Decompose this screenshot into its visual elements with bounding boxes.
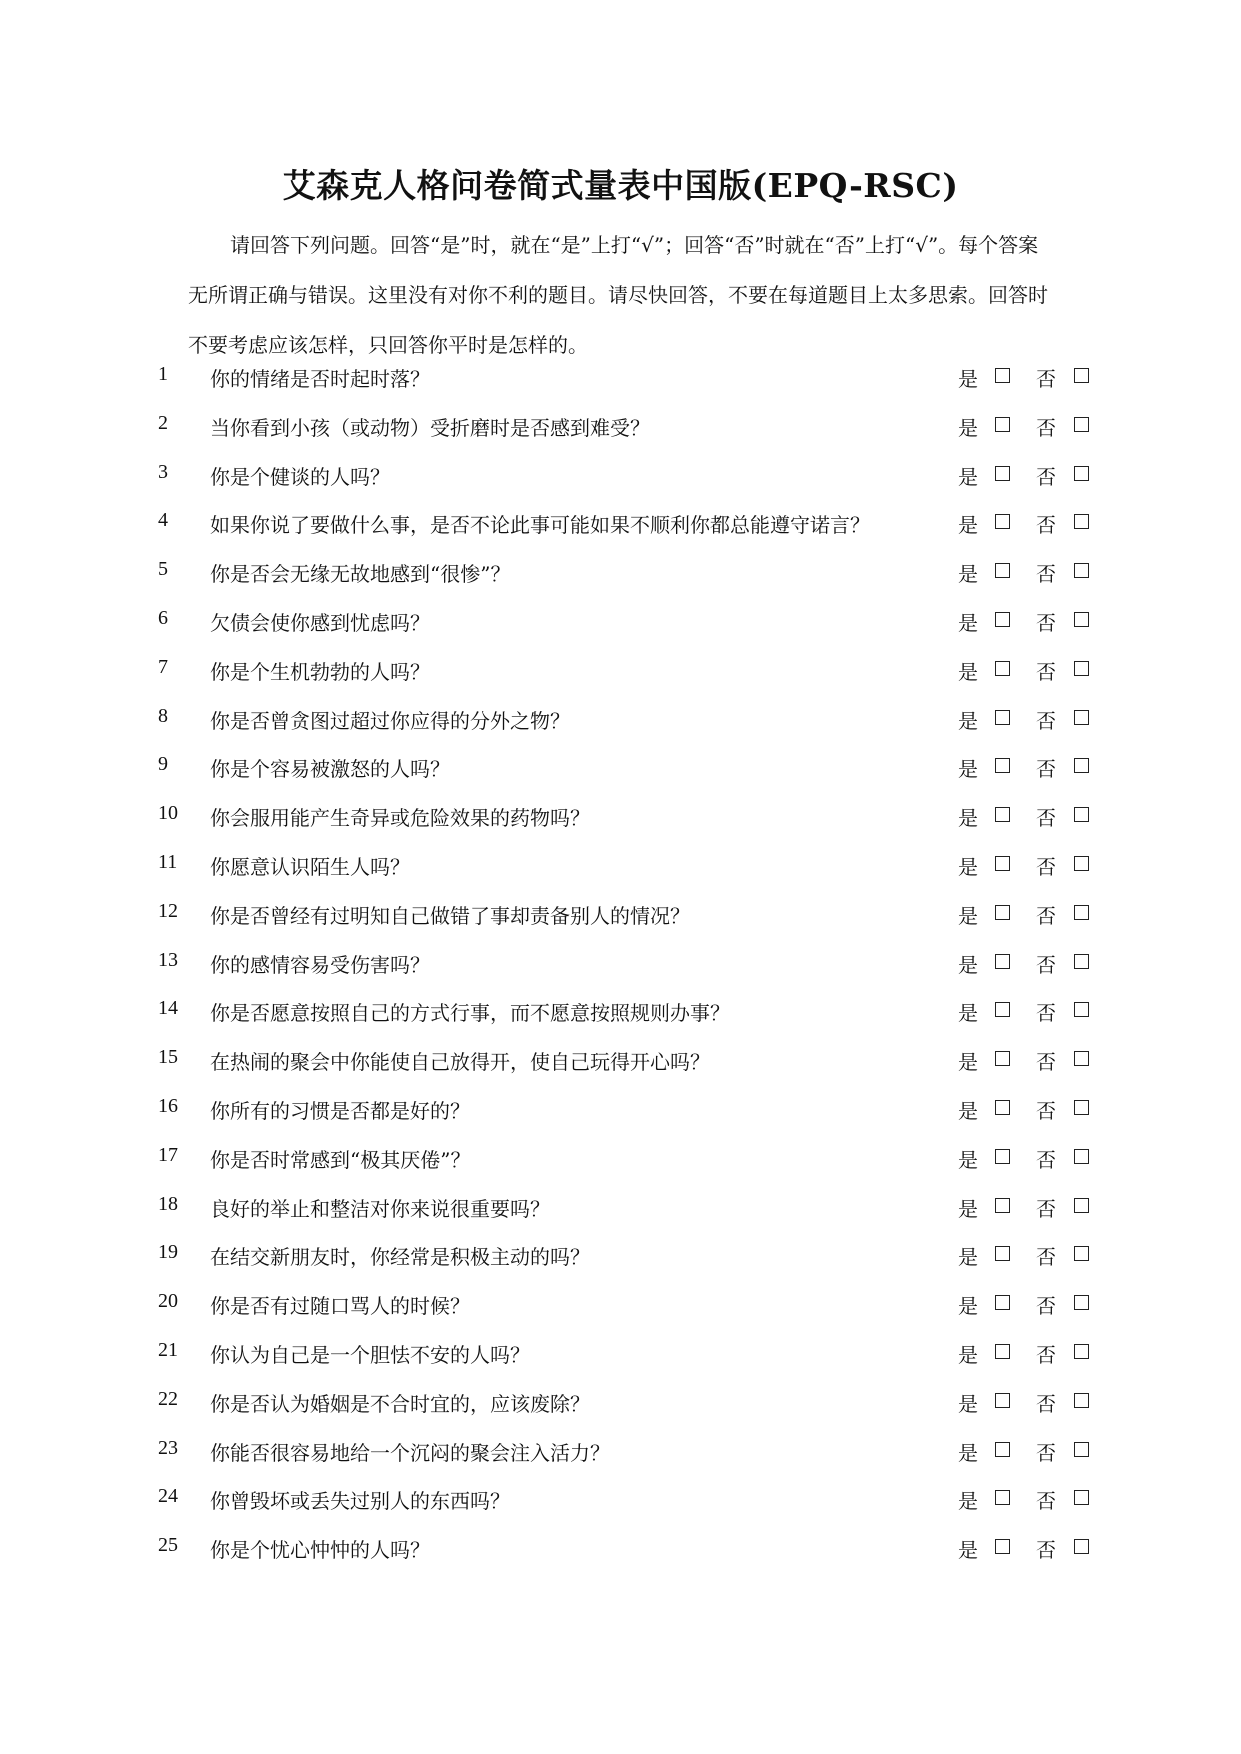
question-row [158, 802, 1098, 851]
question-text: 当你看到小孩（或动物）受折磨时是否感到难受？ [210, 415, 650, 440]
no-checkbox[interactable] [1074, 1344, 1089, 1359]
no-label: 否 [1036, 1489, 1056, 1514]
yes-label: 是 [958, 1098, 978, 1123]
question-number: 22 [158, 1387, 178, 1410]
yes-checkbox[interactable] [995, 514, 1010, 529]
answer-options [958, 363, 1098, 393]
yes-checkbox[interactable] [995, 807, 1010, 822]
question-number: 9 [158, 753, 168, 776]
page-title: 艾森克人格问卷简式量表中国版(EPQ-RSC) [282, 166, 959, 205]
question-text: 你是个忧心忡忡的人吗？ [210, 1538, 430, 1563]
answer-options [958, 753, 1098, 783]
question-text: 你会服用能产生奇异或危险效果的药物吗？ [210, 806, 590, 831]
yes-checkbox[interactable] [995, 661, 1010, 676]
yes-label: 是 [958, 659, 978, 684]
question-number: 6 [158, 606, 168, 629]
no-checkbox[interactable] [1074, 1149, 1089, 1164]
yes-label: 是 [958, 415, 978, 440]
no-checkbox[interactable] [1074, 1295, 1089, 1310]
no-label: 否 [1036, 708, 1056, 733]
question-number: 2 [158, 411, 168, 434]
answer-options [958, 1241, 1098, 1271]
question-row [158, 1485, 1098, 1534]
yes-checkbox[interactable] [995, 1051, 1010, 1066]
no-checkbox[interactable] [1074, 710, 1089, 725]
yes-checkbox[interactable] [995, 1002, 1010, 1017]
yes-checkbox[interactable] [995, 758, 1010, 773]
answer-options [958, 509, 1098, 539]
no-label: 否 [1036, 1001, 1056, 1026]
question-row [158, 1046, 1098, 1095]
no-checkbox[interactable] [1074, 612, 1089, 627]
yes-label: 是 [958, 708, 978, 733]
yes-label: 是 [958, 1196, 978, 1221]
question-row [158, 656, 1098, 705]
answer-options [958, 1534, 1098, 1564]
question-row [158, 1241, 1098, 1290]
question-text: 你是否有过随口骂人的时候？ [210, 1294, 470, 1319]
question-text: 你是否时常感到“极其厌倦”？ [210, 1147, 471, 1172]
question-row [158, 900, 1098, 949]
question-number: 21 [158, 1338, 178, 1361]
no-label: 否 [1036, 903, 1056, 928]
no-checkbox[interactable] [1074, 954, 1089, 969]
no-checkbox[interactable] [1074, 563, 1089, 578]
no-checkbox[interactable] [1074, 758, 1089, 773]
answer-options [958, 1437, 1098, 1467]
answer-options [958, 705, 1098, 735]
yes-checkbox[interactable] [995, 1246, 1010, 1261]
no-label: 否 [1036, 367, 1056, 391]
question-number: 5 [158, 558, 168, 581]
question-text: 你是个健谈的人吗？ [210, 464, 390, 489]
question-row [158, 1290, 1098, 1339]
yes-checkbox[interactable] [995, 954, 1010, 969]
answer-options [958, 1144, 1098, 1174]
answer-options [958, 558, 1098, 588]
answer-options [958, 949, 1098, 979]
yes-label: 是 [958, 1147, 978, 1172]
yes-checkbox[interactable] [995, 1539, 1010, 1554]
no-label: 否 [1036, 1245, 1056, 1270]
question-text: 你是个生机勃勃的人吗？ [210, 659, 430, 684]
question-text: 你是否曾经有过明知自己做错了事却责备别人的情况？ [210, 903, 690, 928]
answer-options [958, 851, 1098, 881]
no-label: 否 [1036, 1538, 1056, 1563]
question-text: 你是否愿意按照自己的方式行事，而不愿意按照规则办事？ [210, 1001, 730, 1026]
question-text: 欠债会使你感到忧虑吗？ [210, 610, 430, 635]
no-label: 否 [1036, 1440, 1056, 1465]
no-checkbox[interactable] [1074, 1002, 1089, 1017]
yes-label: 是 [958, 610, 978, 635]
no-checkbox[interactable] [1074, 1246, 1089, 1261]
no-label: 否 [1036, 1342, 1056, 1367]
question-row [158, 997, 1098, 1046]
question-text: 你的感情容易受伤害吗？ [210, 952, 430, 977]
no-label: 否 [1036, 513, 1056, 538]
question-row [158, 949, 1098, 998]
no-checkbox[interactable] [1074, 807, 1089, 822]
yes-label: 是 [958, 1440, 978, 1465]
question-number: 24 [158, 1485, 178, 1508]
question-row [158, 509, 1098, 558]
no-label: 否 [1036, 610, 1056, 635]
yes-checkbox[interactable] [995, 563, 1010, 578]
answer-options [958, 412, 1098, 442]
yes-checkbox[interactable] [995, 466, 1010, 481]
question-text: 你是个容易被激怒的人吗？ [210, 757, 450, 782]
question-text: 你愿意认识陌生人吗？ [210, 854, 410, 879]
no-checkbox[interactable] [1074, 417, 1089, 432]
question-text: 你的情绪是否时起时落？ [210, 367, 430, 391]
yes-label: 是 [958, 1489, 978, 1514]
question-number: 3 [158, 460, 168, 483]
no-checkbox[interactable] [1074, 1442, 1089, 1457]
yes-checkbox[interactable] [995, 905, 1010, 920]
question-number: 16 [158, 1094, 178, 1117]
yes-checkbox[interactable] [995, 1149, 1010, 1164]
answer-options [958, 607, 1098, 637]
yes-label: 是 [958, 1050, 978, 1075]
question-row [158, 705, 1098, 754]
yes-label: 是 [958, 854, 978, 879]
question-number: 11 [158, 850, 178, 873]
question-text: 你能否很容易地给一个沉闷的聚会注入活力？ [210, 1440, 610, 1465]
question-row [158, 363, 1098, 412]
question-number: 17 [158, 1143, 178, 1166]
no-checkbox[interactable] [1074, 514, 1089, 529]
question-number: 20 [158, 1290, 178, 1313]
answer-options [958, 1046, 1098, 1076]
question-row [158, 1193, 1098, 1242]
no-label: 否 [1036, 562, 1056, 587]
answer-options [958, 900, 1098, 930]
yes-label: 是 [958, 1001, 978, 1026]
question-list [158, 363, 1098, 1583]
no-label: 否 [1036, 659, 1056, 684]
yes-checkbox[interactable] [995, 368, 1010, 383]
no-checkbox[interactable] [1074, 1051, 1089, 1066]
instructions [188, 220, 1058, 370]
question-number: 4 [158, 509, 168, 532]
yes-checkbox[interactable] [995, 1442, 1010, 1457]
yes-label: 是 [958, 903, 978, 928]
question-number: 25 [158, 1534, 178, 1557]
no-checkbox[interactable] [1074, 1198, 1089, 1213]
question-number: 13 [158, 948, 178, 971]
question-row [158, 607, 1098, 656]
question-row [158, 1388, 1098, 1437]
question-row [158, 1144, 1098, 1193]
question-number: 15 [158, 1046, 178, 1069]
yes-label: 是 [958, 513, 978, 538]
yes-checkbox[interactable] [995, 1393, 1010, 1408]
question-text: 你是否会无缘无故地感到“很惨”？ [210, 562, 511, 587]
answer-options [958, 461, 1098, 491]
question-row [158, 1534, 1098, 1583]
no-checkbox[interactable] [1074, 1100, 1089, 1115]
question-row [158, 1095, 1098, 1144]
no-label: 否 [1036, 854, 1056, 879]
question-text: 你是否认为婚姻是不合时宜的，应该废除？ [210, 1391, 590, 1416]
question-row [158, 412, 1098, 461]
question-row [158, 1339, 1098, 1388]
answer-options [958, 1339, 1098, 1369]
yes-label: 是 [958, 1538, 978, 1563]
instructions-text: 请回答下列问题。回答“是”时，就在“是”上打“√”；回答“否”时就在“否”上打“√”。每个答案无所谓正确与错误。这里没有对你不利的题目。请尽快回答，不要在每道题目上太多思索。回答时不要考虑应该怎样，只回答你平时是怎样的。 [188, 233, 1048, 357]
yes-checkbox[interactable] [995, 1198, 1010, 1213]
yes-label: 是 [958, 757, 978, 782]
question-row [158, 753, 1098, 802]
no-label: 否 [1036, 1147, 1056, 1172]
yes-checkbox[interactable] [995, 1100, 1010, 1115]
no-label: 否 [1036, 1050, 1056, 1075]
yes-label: 是 [958, 1391, 978, 1416]
question-number: 19 [158, 1241, 178, 1264]
yes-checkbox[interactable] [995, 612, 1010, 627]
question-text: 你所有的习惯是否都是好的？ [210, 1098, 470, 1123]
yes-checkbox[interactable] [995, 710, 1010, 725]
yes-label: 是 [958, 562, 978, 587]
question-row [158, 851, 1098, 900]
no-checkbox[interactable] [1074, 466, 1089, 481]
no-label: 否 [1036, 1098, 1056, 1123]
yes-checkbox[interactable] [995, 856, 1010, 871]
yes-label: 是 [958, 1245, 978, 1270]
no-checkbox[interactable] [1074, 368, 1089, 383]
question-number: 1 [158, 363, 168, 385]
answer-options [958, 1193, 1098, 1223]
no-label: 否 [1036, 464, 1056, 489]
question-row [158, 1437, 1098, 1486]
question-text: 在结交新朋友时，你经常是积极主动的吗？ [210, 1245, 590, 1270]
question-number: 7 [158, 655, 168, 678]
no-checkbox[interactable] [1074, 1490, 1089, 1505]
question-text: 你是否曾贪图过超过你应得的分外之物？ [210, 708, 570, 733]
yes-label: 是 [958, 806, 978, 831]
question-text: 在热闹的聚会中你能使自己放得开，使自己玩得开心吗？ [210, 1050, 710, 1075]
no-label: 否 [1036, 415, 1056, 440]
no-checkbox[interactable] [1074, 1539, 1089, 1554]
yes-checkbox[interactable] [995, 417, 1010, 432]
no-label: 否 [1036, 1294, 1056, 1319]
yes-label: 是 [958, 1294, 978, 1319]
answer-options [958, 1388, 1098, 1418]
question-number: 10 [158, 802, 178, 825]
answer-options [958, 1095, 1098, 1125]
no-label: 否 [1036, 1196, 1056, 1221]
no-checkbox[interactable] [1074, 905, 1089, 920]
yes-label: 是 [958, 952, 978, 977]
yes-checkbox[interactable] [995, 1295, 1010, 1310]
question-text: 良好的举止和整洁对你来说很重要吗？ [210, 1196, 550, 1221]
yes-label: 是 [958, 1342, 978, 1367]
answer-options [958, 1485, 1098, 1515]
question-number: 8 [158, 704, 168, 727]
question-number: 12 [158, 899, 178, 922]
no-label: 否 [1036, 757, 1056, 782]
question-text: 你认为自己是一个胆怯不安的人吗？ [210, 1342, 530, 1367]
answer-options [958, 802, 1098, 832]
question-number: 23 [158, 1436, 178, 1459]
yes-label: 是 [958, 464, 978, 489]
no-checkbox[interactable] [1074, 1393, 1089, 1408]
yes-checkbox[interactable] [995, 1344, 1010, 1359]
answer-options [958, 1290, 1098, 1320]
no-label: 否 [1036, 952, 1056, 977]
yes-label: 是 [958, 367, 978, 391]
question-text: 你曾毁坏或丢失过别人的东西吗？ [210, 1489, 510, 1514]
question-text: 如果你说了要做什么事，是否不论此事可能如果不顺利你都总能遵守诺言？ [210, 513, 870, 538]
question-row [158, 558, 1098, 607]
no-label: 否 [1036, 1391, 1056, 1416]
question-number: 14 [158, 997, 178, 1020]
answer-options [958, 656, 1098, 686]
no-checkbox[interactable] [1074, 661, 1089, 676]
answer-options [958, 997, 1098, 1027]
question-number: 18 [158, 1192, 178, 1215]
no-checkbox[interactable] [1074, 856, 1089, 871]
yes-checkbox[interactable] [995, 1490, 1010, 1505]
no-label: 否 [1036, 806, 1056, 831]
question-row [158, 461, 1098, 510]
